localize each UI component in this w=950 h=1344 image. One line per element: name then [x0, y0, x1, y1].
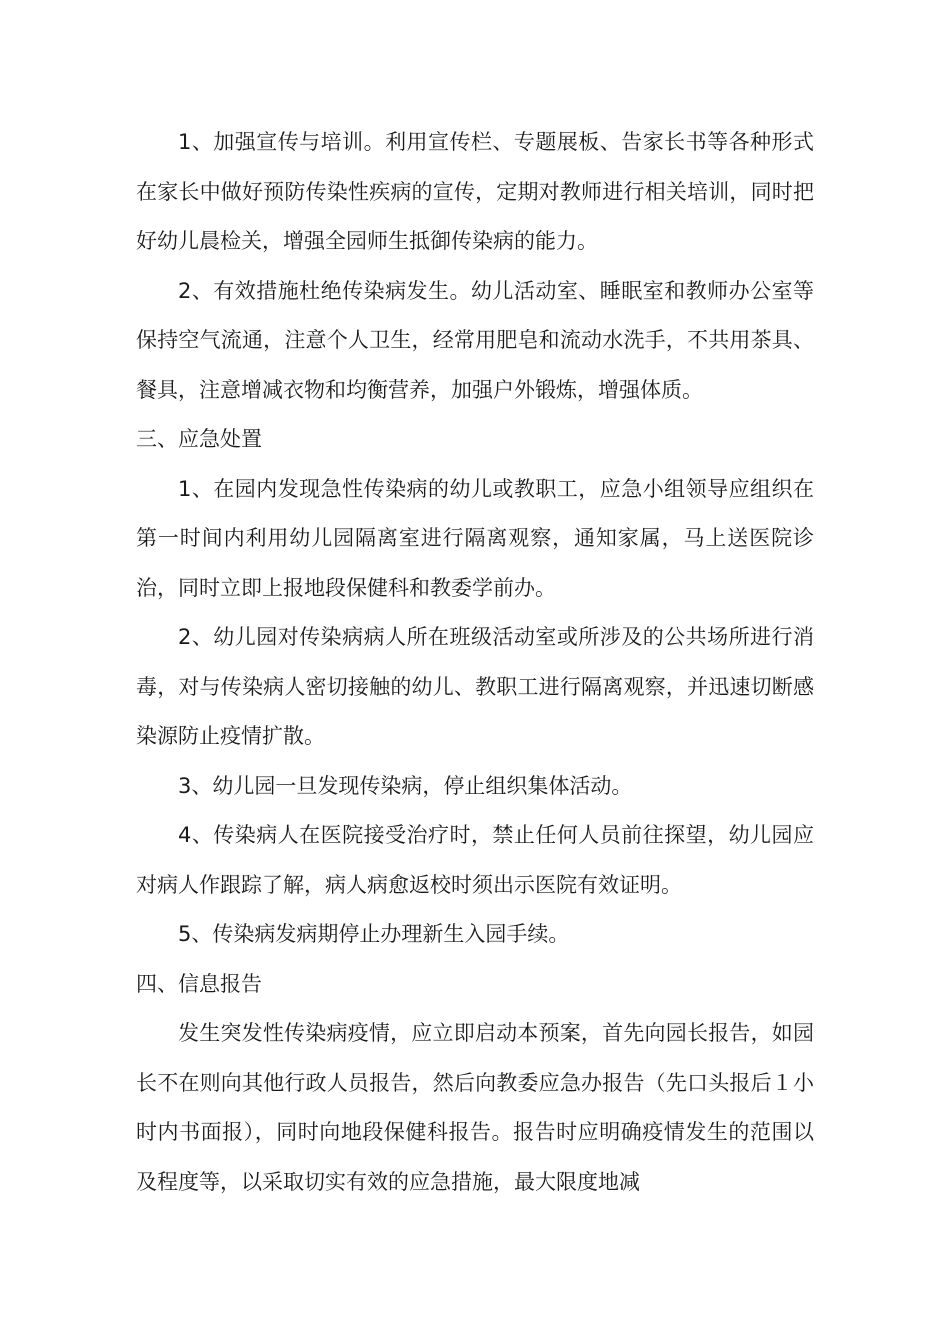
para-stop-enrollment: 5、传染病发病期停止办理新生入园手续。	[178, 922, 570, 946]
document-body	[136, 118, 814, 1207]
para-publicity-training: 1、加强宣传与培训。利用宣传栏、专题展板、告家长书等各种形式在家长中做好预防传染性疾病的宣传，定期对教师进行相关培训，同时把好幼儿晨检关，增强全园师生抵御传染病的能力。	[136, 130, 814, 253]
heading-emergency-response: 三、应急处置	[136, 427, 262, 451]
para-disinfection: 2、幼儿园对传染病病人所在班级活动室或所涉及的公共场所进行消毒，对与传染病人密切接触的幼儿、教职工进行隔离观察，并迅速切断感染源防止疫情扩散。	[136, 625, 814, 748]
para-hospital-visits: 4、传染病人在医院接受治疗时，禁止任何人员前往探望，幼儿园应对病人作跟踪了解，病人病愈返校时须出示医院有效证明。	[136, 823, 814, 897]
heading-information-report: 四、信息报告	[136, 971, 262, 996]
para-emergency-isolation: 1、在园内发现急性传染病的幼儿或教职工，应急小组领导应组织在第一时间内利用幼儿园隔离室进行隔离观察，通知家属，马上送医院诊治，同时立即上报地段保健科和教委学前办。	[136, 476, 814, 600]
para-reporting-procedure: 发生突发性传染病疫情，应立即启动本预案，首先向园长报告，如园长不在则向其他行政人员报告，然后向教委应急办报告（先口头报后１小时内书面报），同时向地段保健科报告。报告时应明确疫情发生的范围以及程度等，以采取切实有效的应急措施，最大限度地减	[136, 1021, 814, 1194]
para-prevention-measures: 2、有效措施杜绝传染病发生。幼儿活动室、睡眠室和教师办公室等保持空气流通，注意个人卫生，经常用肥皂和流动水洗手，不共用茶具、餐具，注意增减衣物和均衡营养，加强户外锻炼，增强体质。	[136, 278, 814, 402]
para-stop-activities: 3、幼儿园一旦发现传染病，停止组织集体活动。	[178, 773, 633, 798]
